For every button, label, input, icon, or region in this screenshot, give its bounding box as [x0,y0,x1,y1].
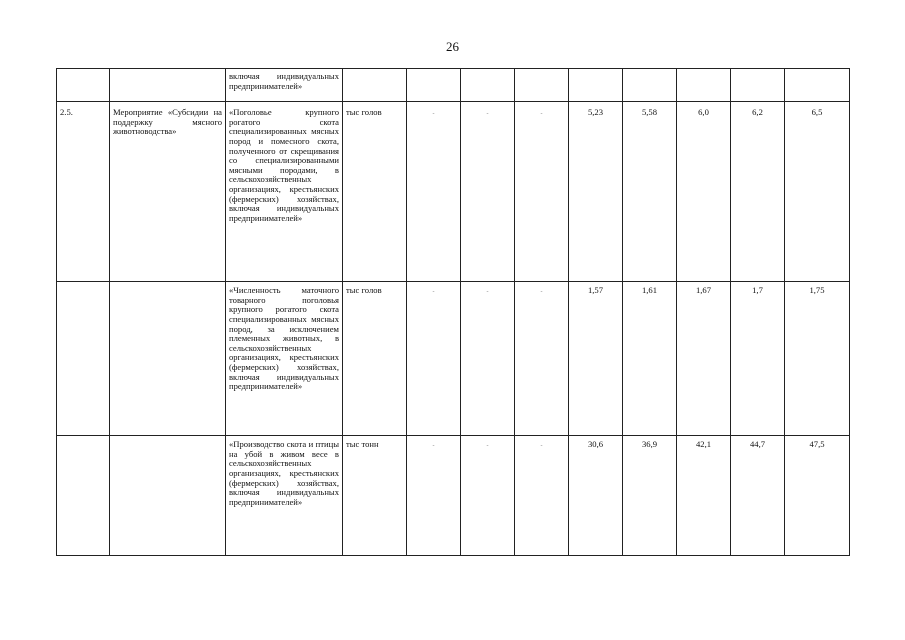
cell-unit: тыс голов [343,102,407,282]
cell-value [623,69,677,102]
cell-value: 5,23 [569,102,623,282]
cell-unit: тыс голов [343,282,407,436]
cell-no: 2.5. [57,102,110,282]
cell-indicator: включая индивидуальных предпринимателей» [226,69,343,102]
cell-value [569,69,623,102]
cell-value [461,102,515,282]
cell-no [57,436,110,556]
cell-value: 1,57 [569,282,623,436]
cell-event [110,69,226,102]
cell-value [677,69,731,102]
cell-no [57,282,110,436]
table-row-continuation [57,69,850,102]
cell-value [461,282,515,436]
cell-value [785,69,850,102]
dash-value: - [432,443,435,449]
cell-value: 1,61 [623,282,677,436]
dash-value: - [432,289,435,295]
cell-value: 47,5 [785,436,850,556]
cell-value: 1,75 [785,282,850,436]
cell-value [515,436,569,556]
cell-value: 1,67 [677,282,731,436]
cell-value [407,282,461,436]
cell-value [461,69,515,102]
cell-value [515,102,569,282]
cell-value: 6,0 [677,102,731,282]
dash-value: - [486,443,489,449]
cell-value [515,69,569,102]
cell-value: 6,5 [785,102,850,282]
cell-value: 36,9 [623,436,677,556]
cell-value: 44,7 [731,436,785,556]
cell-indicator: «Производство скота и птицы на убой в живом весе в сельскохозяйственных организациях, крестьянских (фермерских) хозяйствах, включая индивидуальных предпринимателей» [226,436,343,556]
cell-value: 1,7 [731,282,785,436]
dash-value: - [540,289,543,295]
cell-value [407,436,461,556]
cell-event [110,436,226,556]
dash-value: - [486,289,489,295]
page-number: 26 [446,39,459,54]
dash-value: - [540,111,543,117]
cell-value: 30,6 [569,436,623,556]
cell-value: 42,1 [677,436,731,556]
dash-value: - [540,443,543,449]
cell-indicator: «Численность маточного товарного поголовья крупного рогатого скота специализированных мясных пород, за исключением племенных животных, в сельскохозяйственных организациях, крестьянских (фермерских) хозяйствах, включая индивидуальных предпринимателей» [226,282,343,436]
dash-value: - [432,111,435,117]
cell-event [110,282,226,436]
cell-value [515,282,569,436]
cell-event: Мероприятие «Субсидии на поддержку мясного животноводства» [110,102,226,282]
cell-unit: тыс тонн [343,436,407,556]
dash-value: - [486,111,489,117]
cell-no [57,69,110,102]
table-row [57,436,850,556]
cell-value [407,69,461,102]
cell-value [731,69,785,102]
cell-indicator: «Поголовье крупного рогатого скота специализированных мясных пород и помесного скота, полученного от скрещивания со специализированными мясными породами, в сельскохозяйственных организациях, крестьянских (фермерских) хозяйствах, включая индивидуальных предпринимателей» [226,102,343,282]
table-row [57,102,850,282]
cell-unit [343,69,407,102]
table-row [57,282,850,436]
cell-value [461,436,515,556]
cell-value: 6,2 [731,102,785,282]
cell-value [407,102,461,282]
cell-value: 5,58 [623,102,677,282]
indicators-table [56,68,850,556]
